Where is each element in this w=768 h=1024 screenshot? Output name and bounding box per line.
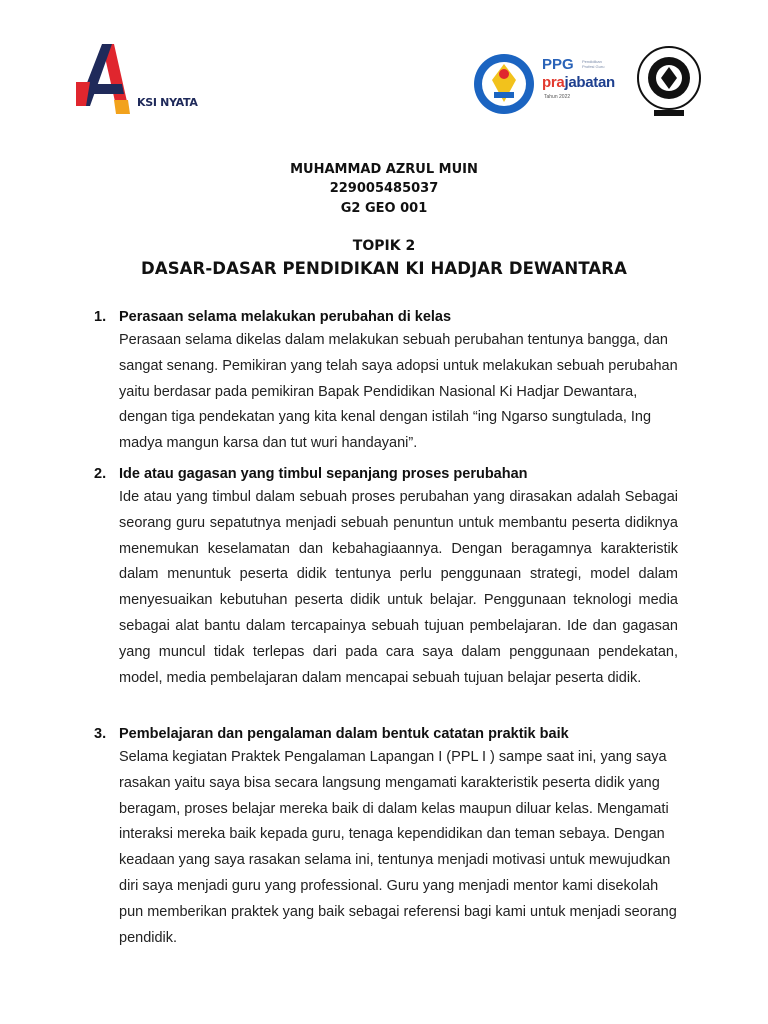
ministry-emblem-icon bbox=[472, 52, 536, 116]
author-id: 229005485037 bbox=[329, 181, 439, 196]
section-title: Pembelajaran dan pengalaman dalam bentuk catatan praktik baik bbox=[119, 726, 569, 742]
brand-text: KSI NYATA bbox=[137, 96, 198, 109]
section-heading bbox=[94, 463, 678, 485]
section-1 bbox=[94, 306, 678, 457]
prajabatan-suffix: jabatan bbox=[564, 74, 615, 91]
section-body: Perasaan selama dikelas dalam melakukan sebuah perubahan tentunya bangga, dan sangat senang. Pemikiran yang telah saya adopsi untuk melakukan sebuah perubahan yaitu berdasar pada pemikiran Bapak Pendidikan Nasional Ki Hadjar Dewantara, dengan tiga pendekatan yang kita kenal dengan istilah “ing Ngarso sungtulada, Ing madya mangun karsa dan tut wuri handayani”. bbox=[119, 332, 678, 452]
prajabatan-prefix: pra bbox=[542, 74, 565, 91]
section-number: 2. bbox=[94, 466, 107, 482]
ppg-year: Tahun 2022 bbox=[544, 94, 571, 100]
ppg-prajabatan-logo bbox=[542, 56, 628, 106]
section-title: Perasaan selama melakukan perubahan di kelas bbox=[119, 309, 452, 325]
section-number: 3. bbox=[94, 726, 107, 742]
ppg-subtitle: Pendidikan Profesi Guru bbox=[582, 59, 605, 69]
section-body: Selama kegiatan Praktek Pengalaman Lapangan I (PPL I ) sampe saat ini, yang saya rasakan yaitu saya bisa secara langsung mengamati karakteristik peserta didik yang beragam, proses belajar mereka baik di dalam kelas maupun diluar kelas. Mengamati interaksi mereka baik kepada guru, tenaga kependidikan dan teman sebaya. Dengan keadaan yang saya rasakan selama ini, tentunya menjadi motivasi untuk mewujudkan diri saya menjadi guru yang professional. Guru yang menjadi mentor kami disekolah pun memberikan praktek yang baik sebagai referensi bagi kami untuk menjadi seorang pendidik. bbox=[119, 749, 677, 946]
section-heading bbox=[94, 306, 678, 328]
author-class: G2 GEO 001 bbox=[340, 201, 428, 216]
prajabatan-label bbox=[542, 74, 615, 91]
section-title: Ide atau gagasan yang timbul sepanjang proses perubahan bbox=[119, 466, 528, 482]
ppg-label: PPG bbox=[542, 56, 574, 73]
section-number: 1. bbox=[94, 309, 107, 325]
brand-logo bbox=[76, 44, 206, 116]
section-2 bbox=[94, 463, 678, 691]
section-3 bbox=[94, 723, 678, 951]
author-name: MUHAMMAD AZRUL MUIN bbox=[290, 162, 478, 177]
topic-label: TOPIK 2 bbox=[352, 238, 416, 254]
document-title: DASAR-DASAR PENDIDIKAN KI HADJAR DEWANTARA bbox=[141, 259, 627, 278]
section-heading bbox=[94, 723, 678, 745]
section-body: Ide atau yang timbul dalam sebuah proses perubahan yang dirasakan adalah Sebagai seorang guru sepatutnya menjadi sebuah penuntun untuk membantu peserta didiknya menemukan keselamatan dan kebahagiaannya. Dengan beragamnya karakteristik dalam menuntuk peserta didik tentunya perlu penggunaan strategi, model dalam menyesuaikan kebutuhan peserta didik untuk belajar. Penggunaan teknologi media sebagai alat bantu dalam tercapainya sebuah tujuan pembelajaran. Ide dan gagasan yang muncul tidak terlepas dari pada cara saya dalam penggunaan pendekatan, model, media pembelajaran dalam mencapai sebuah tujuan belajar peserta didik. bbox=[119, 489, 678, 686]
university-seal-icon bbox=[636, 44, 702, 120]
